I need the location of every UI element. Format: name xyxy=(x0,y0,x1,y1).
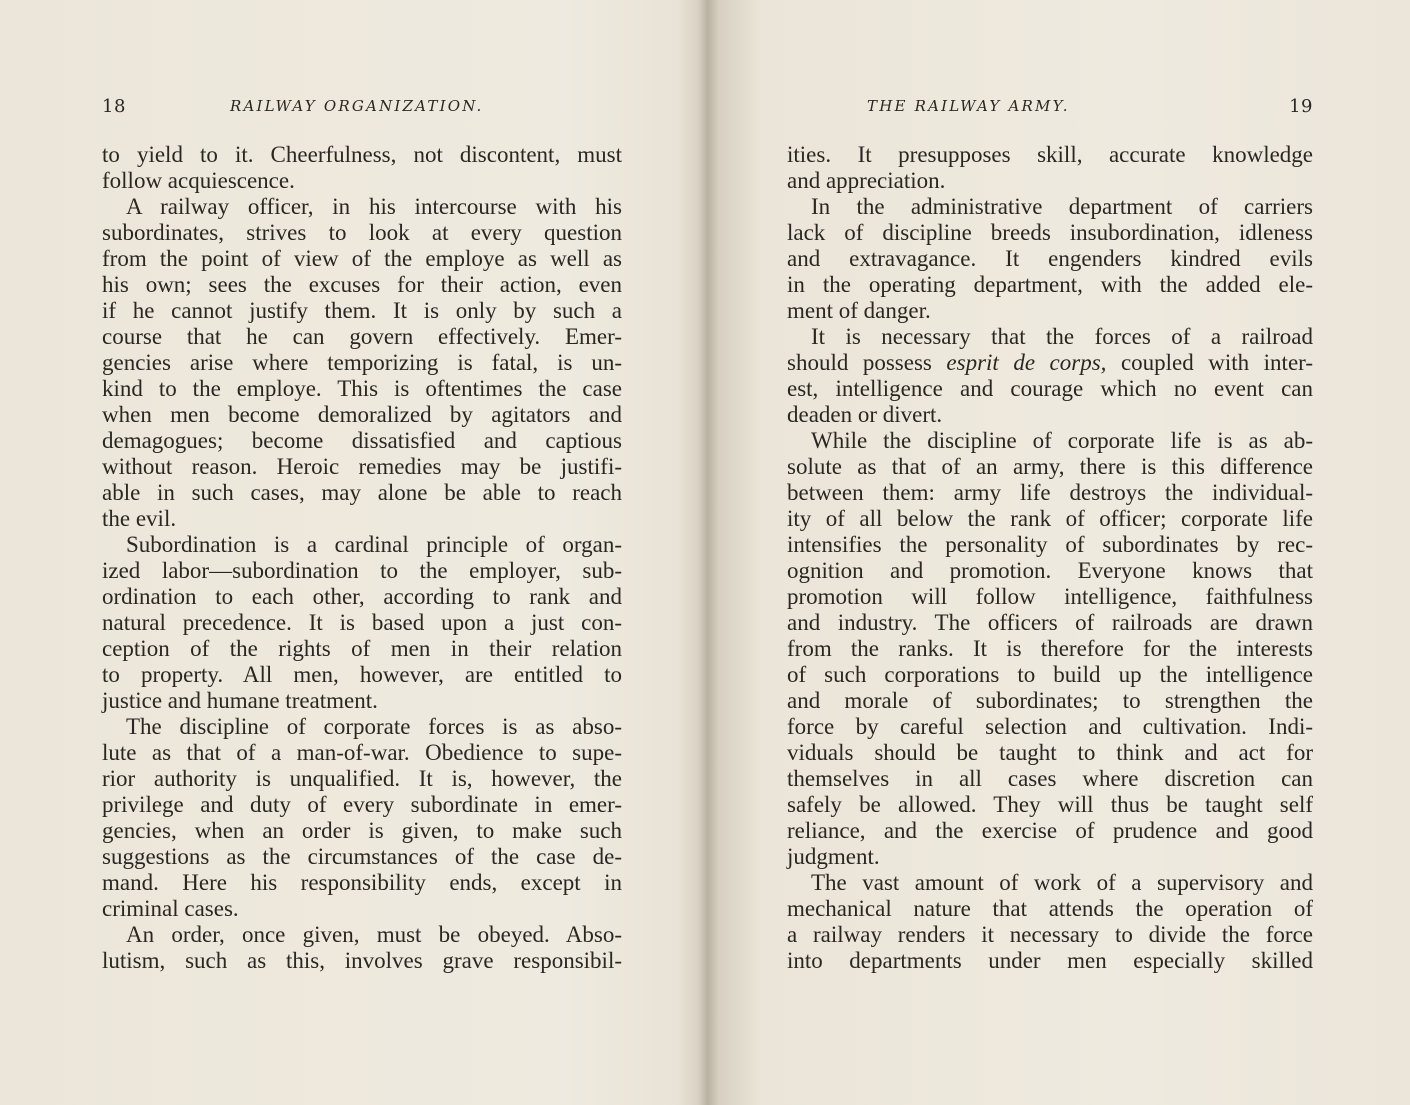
text-line: deaden or divert. xyxy=(787,402,943,427)
text-line: able in such cases, may alone be able to reach xyxy=(102,480,622,505)
text-line: The vast amount of work of a supervisory and xyxy=(811,870,1313,895)
page-body xyxy=(102,142,622,974)
text-line: ment of danger. xyxy=(787,298,931,323)
text-line: ized labor—subordination to the employer, sub- xyxy=(102,558,622,583)
text-line: course that he can govern effectively. Emer- xyxy=(102,324,622,349)
text-line: gencies, when an order is given, to make such xyxy=(102,818,622,843)
text-line: privilege and duty of every subordinate in emer- xyxy=(102,792,622,817)
text-line: themselves in all cases where discretion can xyxy=(787,766,1313,791)
text-line: ities. It presupposes skill, accurate knowledge xyxy=(787,142,1313,167)
page-number: 18 xyxy=(102,96,126,117)
text-line: viduals should be taught to think and act for xyxy=(787,740,1313,765)
text-line: justice and humane treatment. xyxy=(102,688,378,713)
page-header xyxy=(787,96,1313,122)
text-line: and industry. The officers of railroads are drawn xyxy=(787,610,1313,635)
text-line: subordinates, strives to look at every question xyxy=(102,220,622,245)
page-number: 19 xyxy=(1289,96,1313,117)
text-line: force by careful selection and cultivation. Indi- xyxy=(787,714,1313,739)
text-line: a railway renders it necessary to divide the force xyxy=(787,922,1313,947)
text-line: to yield to it. Cheerfulness, not discontent, must xyxy=(102,142,622,167)
text-line: ordination to each other, according to rank and xyxy=(102,584,622,609)
page-header xyxy=(102,96,622,122)
text-line: if he cannot justify them. It is only by such a xyxy=(102,298,622,323)
text-line: A railway officer, in his intercourse with his xyxy=(126,194,622,219)
text-line: mand. Here his responsibility ends, except in xyxy=(102,870,622,895)
text-line: reliance, and the exercise of prudence and good xyxy=(787,818,1313,843)
text-line: promotion will follow intelligence, faithfulness xyxy=(787,584,1313,609)
text-line: to property. All men, however, are entitled to xyxy=(102,662,622,687)
right-page xyxy=(705,0,1410,1105)
text-line: mechanical nature that attends the operation of xyxy=(787,896,1313,921)
text-line: follow acquiescence. xyxy=(102,168,295,193)
text-line: the evil. xyxy=(102,506,177,531)
running-head: RAILWAY ORGANIZATION. xyxy=(230,97,484,115)
text-line: ognition and promotion. Everyone knows that xyxy=(787,558,1313,583)
text-line: from the ranks. It is therefore for the interests xyxy=(787,636,1313,661)
text-line: rior authority is unqualified. It is, however, the xyxy=(102,766,622,791)
text-line: It is necessary that the forces of a railroad xyxy=(811,324,1313,349)
text-line: solute as that of an army, there is this difference xyxy=(787,454,1313,479)
italic-phrase: esprit de corps, xyxy=(946,350,1107,375)
text-line: While the discipline of corporate life is as ab- xyxy=(811,428,1313,453)
text-line: in the operating department, with the added ele- xyxy=(787,272,1313,297)
text-line: his own; sees the excuses for their action, even xyxy=(102,272,622,297)
text-line: kind to the employe. This is oftentimes the case xyxy=(102,376,622,401)
text-line: judgment. xyxy=(787,844,880,869)
text-line: intensifies the personality of subordinates by rec- xyxy=(787,532,1313,557)
text-line: natural precedence. It is based upon a just con- xyxy=(102,610,622,635)
text-line: lack of discipline breeds insubordination, idleness xyxy=(787,220,1313,245)
text-line: suggestions as the circumstances of the case de- xyxy=(102,844,622,869)
text-line: and appreciation. xyxy=(787,168,946,193)
text-line: of such corporations to build up the intelligence xyxy=(787,662,1313,687)
text-line: between them: army life destroys the individual- xyxy=(787,480,1313,505)
running-head: THE RAILWAY ARMY. xyxy=(867,97,1070,115)
text-line: from the point of view of the employe as well as xyxy=(102,246,622,271)
text-run: should possess xyxy=(787,350,932,375)
text-line: criminal cases. xyxy=(102,896,239,921)
text-line: and morale of subordinates; to strengthen the xyxy=(787,688,1313,713)
text-line: The discipline of corporate forces is as abso- xyxy=(126,714,622,739)
page-body xyxy=(787,142,1313,974)
text-line: lutism, such as this, involves grave responsibil- xyxy=(102,948,622,973)
text-line: In the administrative department of carriers xyxy=(811,194,1313,219)
text-line: and extravagance. It engenders kindred evils xyxy=(787,246,1313,271)
text-line: demagogues; become dissatisfied and captious xyxy=(102,428,622,453)
text-line: into departments under men especially skilled xyxy=(787,948,1313,973)
text-line: An order, once given, must be obeyed. Abso- xyxy=(126,922,622,947)
text-line: when men become demoralized by agitators and xyxy=(102,402,622,427)
text-line-with-italic xyxy=(787,350,1313,376)
text-line: without reason. Heroic remedies may be justifi- xyxy=(102,454,622,479)
text-line: est, intelligence and courage which no event can xyxy=(787,376,1313,401)
text-run: coupled with inter- xyxy=(1120,350,1314,375)
text-line: ity of all below the rank of officer; corporate life xyxy=(787,506,1313,531)
text-line: safely be allowed. They will thus be taught self xyxy=(787,792,1313,817)
text-line: ception of the rights of men in their relation xyxy=(102,636,622,661)
text-line: lute as that of a man-of-war. Obedience to supe- xyxy=(102,740,622,765)
text-line: gencies arise where temporizing is fatal, is un- xyxy=(102,350,622,375)
text-line: Subordination is a cardinal principle of organ- xyxy=(126,532,622,557)
